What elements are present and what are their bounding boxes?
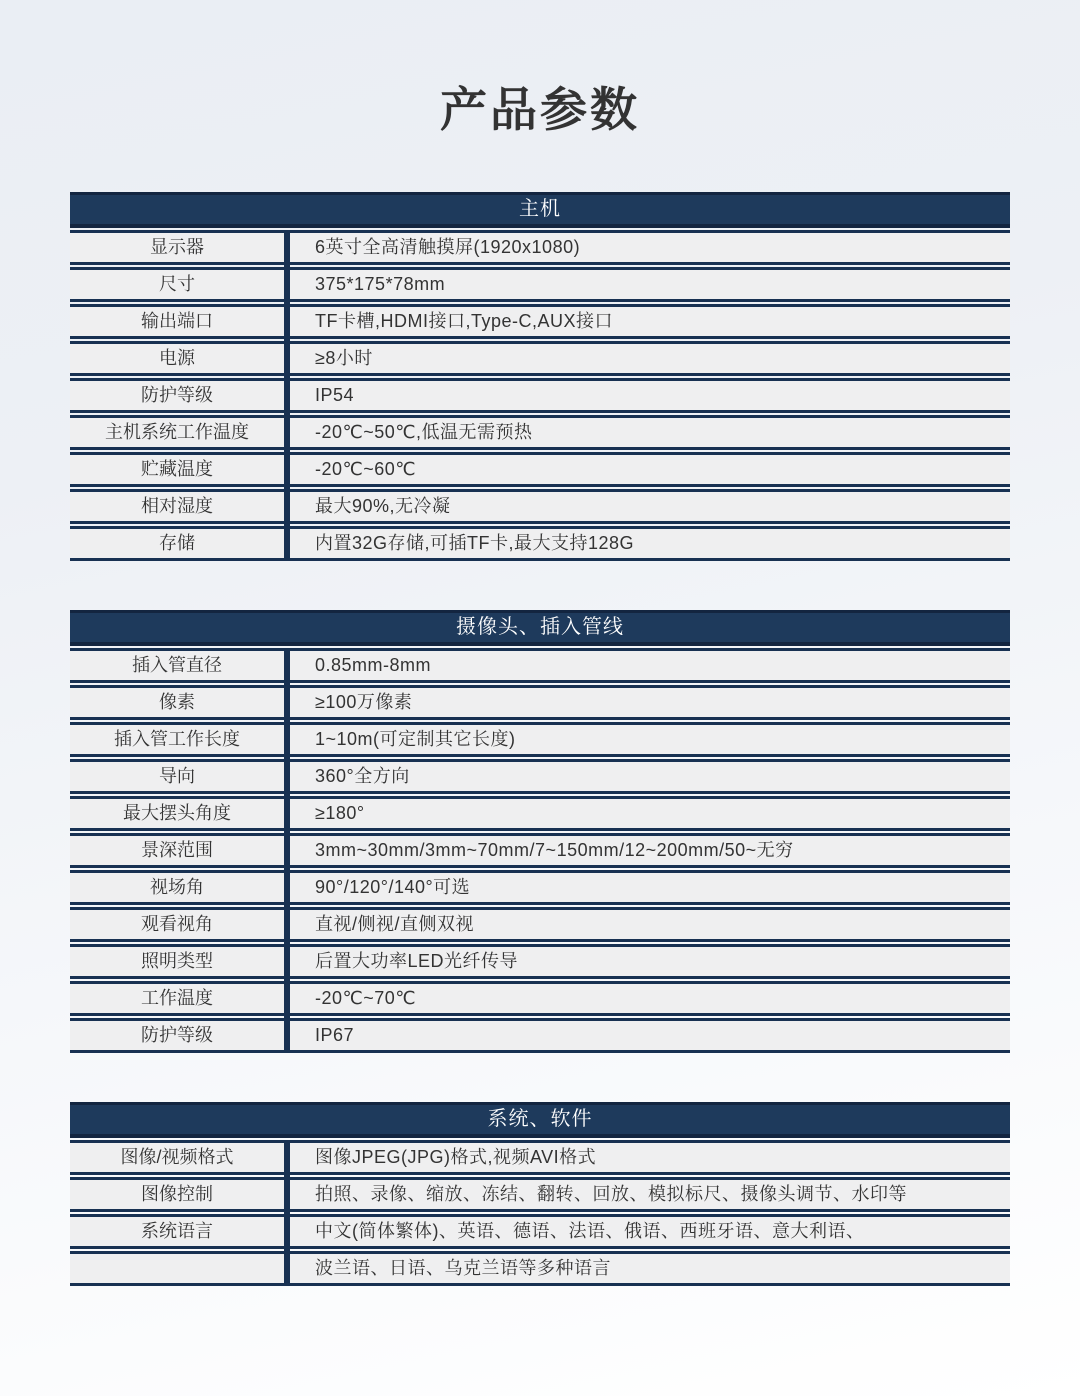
spec-value: 图像JPEG(JPG)格式,视频AVI格式 (315, 1147, 597, 1167)
spec-row (70, 759, 1010, 794)
spec-row (70, 722, 1010, 757)
spec-value: 直视/侧视/直侧双视 (315, 914, 475, 934)
spec-value: IP54 (315, 385, 355, 405)
spec-label: 导向 (159, 766, 195, 786)
spec-value: 3mm~30mm/3mm~70mm/7~150mm/12~200mm/50~无穷 (315, 840, 794, 860)
spec-value: 90°/120°/140°可选 (315, 877, 471, 897)
table-body-system-software (70, 1140, 1010, 1286)
spec-label: 尺寸 (159, 274, 195, 294)
spec-value: 最大90%,无冷凝 (315, 496, 451, 516)
spec-label: 工作温度 (141, 988, 213, 1008)
spec-row (70, 267, 1010, 302)
spec-value: TF卡槽,HDMI接口,Type-C,AUX接口 (315, 311, 614, 331)
spec-label: 显示器 (150, 237, 204, 257)
spec-value: ≥8小时 (315, 348, 373, 368)
table-body-camera-insertion-tube (70, 648, 1010, 1053)
spec-label: 景深范围 (141, 840, 213, 860)
spec-label: 照明类型 (141, 951, 213, 971)
spec-row (70, 796, 1010, 831)
spec-row (70, 489, 1010, 524)
spec-value: 1~10m(可定制其它长度) (315, 729, 516, 749)
spec-label: 视场角 (150, 877, 204, 897)
spec-label: 主机系统工作温度 (105, 422, 249, 442)
spec-row (70, 304, 1010, 339)
table-header-camera-insertion-tube: 摄像头、插入管线 (70, 610, 1010, 646)
spec-row (70, 1214, 1010, 1249)
spec-row (70, 415, 1010, 450)
spec-value: IP67 (315, 1025, 355, 1045)
spec-label: 存储 (159, 533, 195, 553)
spec-label: 系统语言 (141, 1221, 213, 1241)
spec-table-system-software (70, 1102, 1010, 1286)
spec-row (70, 870, 1010, 905)
spec-row (70, 1177, 1010, 1212)
spec-label: 插入管直径 (132, 655, 222, 675)
spec-row (70, 1140, 1010, 1175)
spec-row (70, 452, 1010, 487)
spec-row (70, 944, 1010, 979)
spec-value: 0.85mm-8mm (315, 655, 432, 675)
column-divider (284, 1140, 290, 1286)
spec-table-main-unit (70, 192, 1010, 561)
spec-label: 观看视角 (141, 914, 213, 934)
column-divider (284, 230, 290, 561)
page-title: 产品参数 (440, 83, 640, 136)
table-header-system-software: 系统、软件 (70, 1102, 1010, 1138)
spec-tables (0, 192, 1080, 1286)
spec-label: 防护等级 (141, 385, 213, 405)
spec-value: -20℃~50℃,低温无需预热 (315, 422, 533, 442)
spec-row (70, 907, 1010, 942)
spec-row (70, 648, 1010, 683)
spec-value: ≥100万像素 (315, 692, 413, 712)
spec-label: 最大摆头角度 (123, 803, 231, 823)
spec-row (70, 230, 1010, 265)
spec-value: 中文(简体繁体)、英语、德语、法语、俄语、西班牙语、意大利语、 (315, 1221, 865, 1241)
spec-table-camera-insertion-tube (70, 610, 1010, 1053)
spec-row (70, 1018, 1010, 1053)
spec-value: 波兰语、日语、乌克兰语等多种语言 (315, 1258, 611, 1278)
spec-row (70, 526, 1010, 561)
spec-row (70, 1251, 1010, 1286)
spec-label: 相对湿度 (141, 496, 213, 516)
spec-row (70, 981, 1010, 1016)
spec-row (70, 341, 1010, 376)
spec-value: 360°全方向 (315, 766, 410, 786)
spec-value: 拍照、录像、缩放、冻结、翻转、回放、模拟标尺、摄像头调节、水印等 (315, 1184, 907, 1204)
spec-label: 图像/视频格式 (120, 1147, 234, 1167)
spec-row (70, 833, 1010, 868)
spec-row (70, 378, 1010, 413)
spec-value: 后置大功率LED光纤传导 (315, 951, 519, 971)
table-header-main-unit: 主机 (70, 192, 1010, 228)
column-divider (284, 648, 290, 1053)
spec-value: 内置32G存储,可插TF卡,最大支持128G (315, 533, 635, 553)
spec-label (70, 1254, 284, 1283)
spec-label: 输出端口 (141, 311, 213, 331)
spec-label: 像素 (159, 692, 195, 712)
spec-label: 贮藏温度 (141, 459, 213, 479)
spec-label: 防护等级 (141, 1025, 213, 1045)
spec-label: 电源 (159, 348, 195, 368)
spec-value: -20℃~60℃ (315, 459, 416, 479)
spec-value: ≥180° (315, 803, 365, 823)
spec-row (70, 685, 1010, 720)
spec-label: 图像控制 (141, 1184, 213, 1204)
spec-value: -20℃~70℃ (315, 988, 416, 1008)
spec-value: 375*175*78mm (315, 274, 446, 294)
spec-value: 6英寸全高清触摸屏(1920x1080) (315, 237, 581, 257)
table-body-main-unit (70, 230, 1010, 561)
spec-label: 插入管工作长度 (114, 729, 240, 749)
